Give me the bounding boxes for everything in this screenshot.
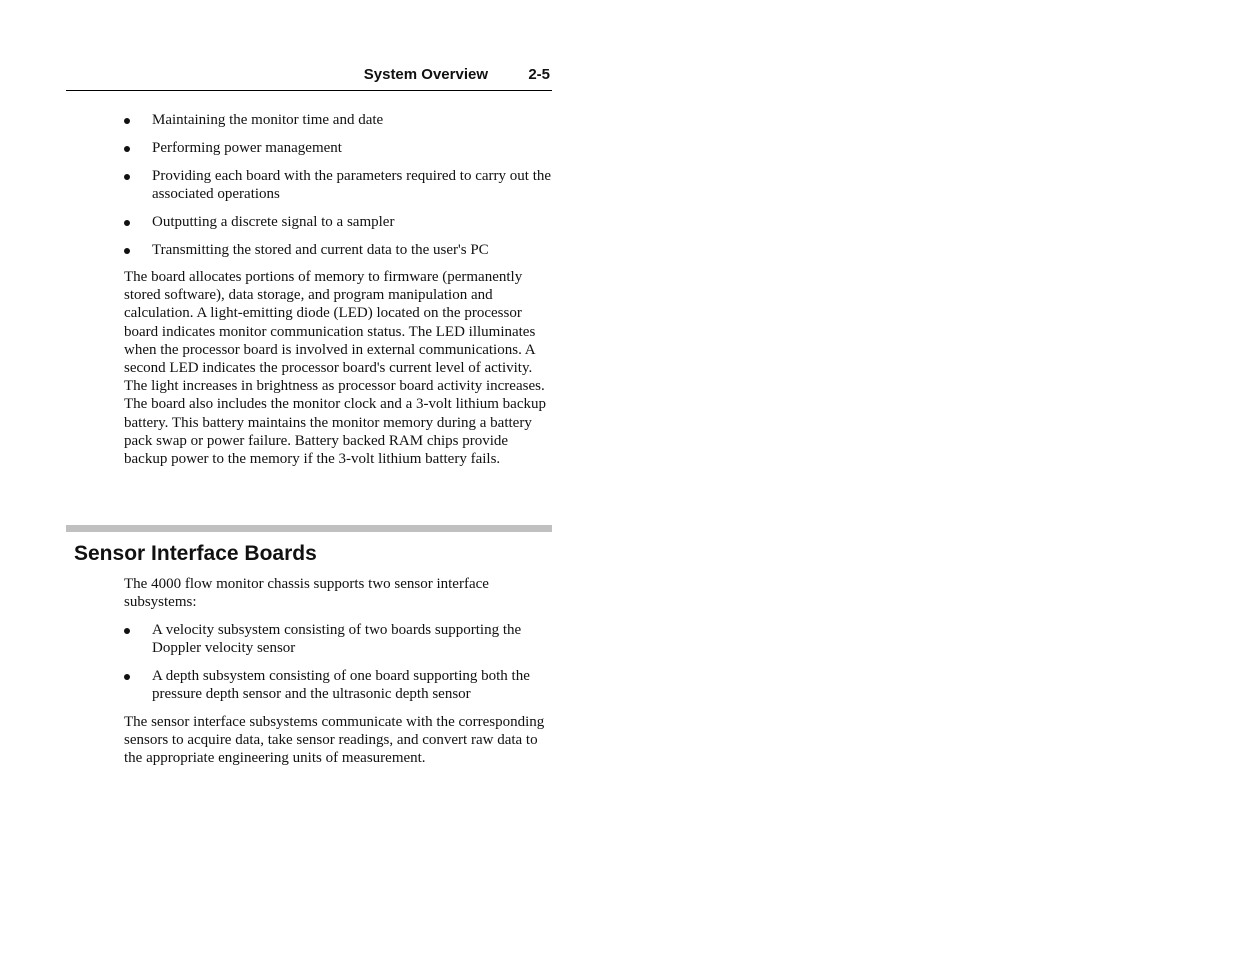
list-item-text: Performing power management (152, 140, 342, 156)
list-item (124, 241, 554, 259)
sensor-intro-paragraph: The 4000 flow monitor chassis supports two sensor interface subsystems: (124, 576, 489, 611)
bullet-icon (124, 174, 130, 180)
bullet-icon (124, 248, 130, 254)
list-item-text: A depth subsystem consisting of one board supporting both the pressure depth sensor and the ultrasonic depth sensor (152, 668, 530, 703)
sensor-subsystem-list (124, 621, 554, 713)
bullet-icon (124, 118, 130, 124)
list-item (124, 621, 554, 657)
header-page-number: 2-5 (528, 66, 550, 83)
sensor-closing-paragraph: The sensor interface subsystems communicate with the corresponding sensors to acquire data, take sensor readings, and convert raw data to the appropriate engineering units of measurement. (124, 714, 545, 767)
processor-board-paragraph: The board allocates portions of memory to firmware (permanently stored software), data storage, and program manipulation and calculation. A light-emitting diode (LED) located on the processor board indicates monitor communication status. The LED illuminates when the processor board is involved in external communications. A second LED indicates the processor board's current level of activity. The light increases in brightness as processor board activity increases. The board also includes the monitor clock and a 3-volt lithium backup battery. This battery maintains the monitor memory during a battery pack swap or power failure. Battery backed RAM chips provide backup power to the memory if the 3-volt lithium battery fails. (124, 269, 546, 468)
bullet-icon (124, 220, 130, 226)
list-item (124, 667, 554, 703)
section-heading: Sensor Interface Boards (74, 542, 317, 565)
list-item (124, 213, 554, 231)
list-item-text: Transmitting the stored and current data to the user's PC (152, 242, 489, 259)
bullet-icon (124, 146, 130, 152)
list-item-text: A velocity subsystem consisting of two boards supporting the Doppler velocity sensor (152, 622, 522, 657)
bullet-icon (124, 628, 130, 634)
list-item (124, 111, 554, 129)
list-item-text: Outputting a discrete signal to a sampler (152, 214, 395, 231)
running-header (66, 64, 552, 91)
list-item-text: Maintaining the monitor time and date (152, 112, 384, 128)
list-item (124, 167, 554, 203)
list-item-text: Providing each board with the parameters required to carry out the associated operations (152, 168, 552, 203)
section-divider (66, 525, 552, 532)
processor-task-list (124, 111, 554, 269)
list-item (124, 139, 554, 157)
header-section-name: System Overview (363, 66, 488, 83)
bullet-icon (124, 674, 130, 680)
